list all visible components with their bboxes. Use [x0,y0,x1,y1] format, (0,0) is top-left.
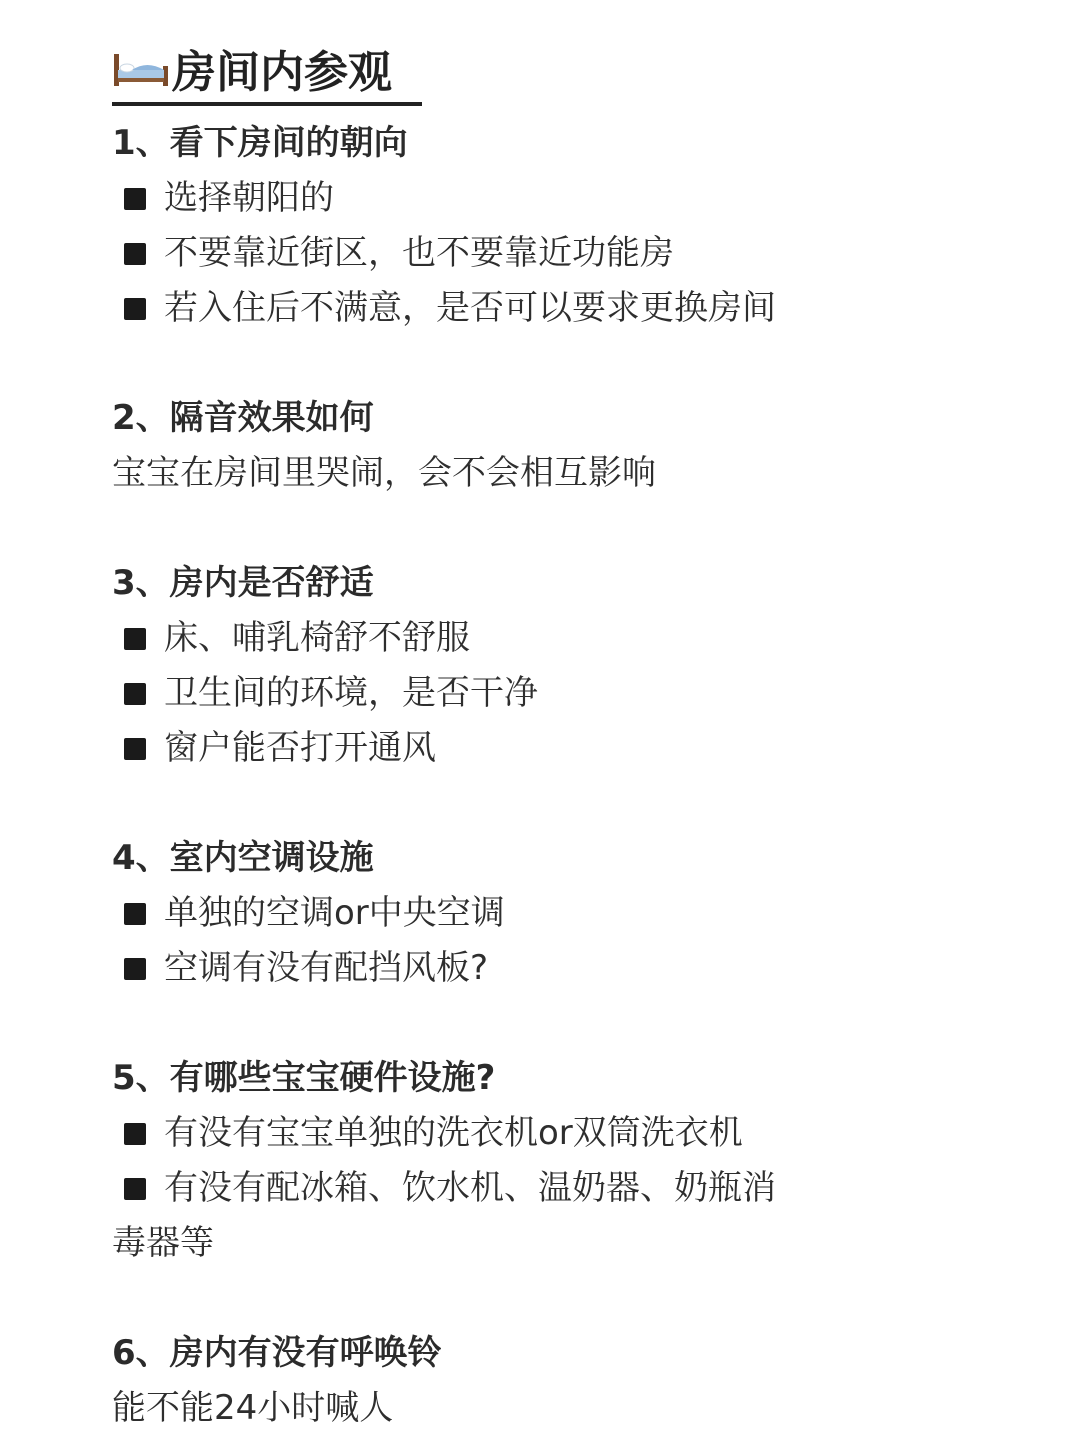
bullet-square-icon [124,243,146,265]
section-orientation [112,116,1012,336]
list-item-text: 有没有配冰箱、饮水机、温奶器、奶瓶消 [164,1168,776,1208]
bullet-square-icon [124,298,146,320]
list-item [112,666,1012,721]
section-title: 3、房内是否舒适 [112,563,374,603]
section-title: 4、室内空调设施 [112,838,374,878]
bed-icon [112,48,170,88]
list-item-text: 有没有宝宝单独的洗衣机or双筒洗衣机 [164,1113,743,1153]
section-text: 能不能24小时喊人 [112,1388,394,1428]
list-item-text: 空调有没有配挡风板? [164,948,489,988]
section-call-bell [112,1326,1012,1436]
list-item-text: 卫生间的环境，是否干净 [164,673,538,713]
bullet-square-icon [124,628,146,650]
document [112,36,1012,1436]
bullet-square-icon [124,188,146,210]
list-item [112,1106,1012,1161]
bullet-square-icon [124,683,146,705]
bullet-square-icon [124,958,146,980]
section-title: 5、有哪些宝宝硬件设施? [112,1058,496,1098]
bullet-square-icon [124,738,146,760]
page-title [112,36,422,106]
bullet-square-icon [124,1123,146,1145]
list-item [112,721,1012,776]
list-item-text: 单独的空调or中央空调 [164,893,505,933]
section-soundproofing [112,391,1012,501]
list-item-text: 不要靠近街区，也不要靠近功能房 [164,233,674,273]
bullet-square-icon [124,1178,146,1200]
section-air-conditioning [112,831,1012,996]
section-baby-facilities [112,1051,1012,1271]
list-item [112,226,1012,281]
list-item [112,171,1012,226]
section-title: 6、房内有没有呼唤铃 [112,1333,442,1373]
list-item [112,886,1012,941]
page-title-text: 房间内参观 [172,47,392,98]
section-text: 宝宝在房间里哭闹，会不会相互影响 [112,453,656,493]
section-title: 1、看下房间的朝向 [112,123,408,163]
list-item [112,611,1012,666]
list-item-text: 窗户能否打开通风 [164,728,436,768]
list-item [112,941,1012,996]
list-item [112,281,1012,336]
bullet-square-icon [124,903,146,925]
section-comfort [112,556,1012,776]
list-item-text: 选择朝阳的 [164,178,334,218]
section-title: 2、隔音效果如何 [112,398,374,438]
list-item-text: 床、哺乳椅舒不舒服 [164,618,470,658]
list-item [112,1161,1012,1216]
list-item-text: 若入住后不满意，是否可以要求更换房间 [164,288,776,328]
list-item-continuation: 毒器等 [112,1223,214,1263]
